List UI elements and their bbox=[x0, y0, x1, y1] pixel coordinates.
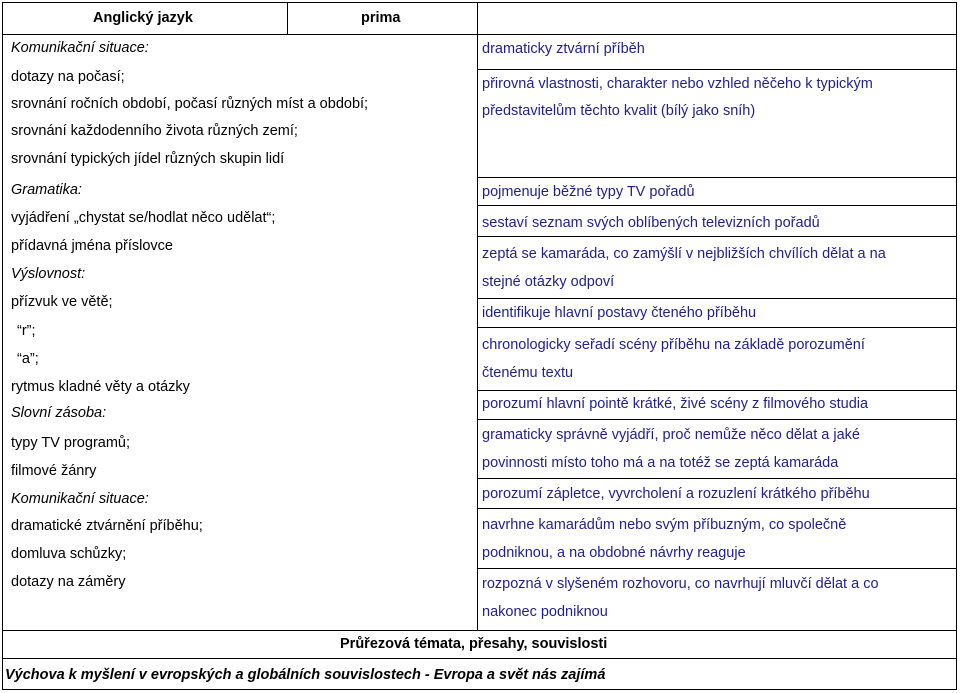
subject-title: Anglický jazyk bbox=[93, 10, 193, 26]
left-line: vyjádření „chystat se/hodlat něco udělat“; bbox=[11, 210, 276, 226]
left-line: filmové žánry bbox=[11, 463, 97, 479]
left-line: dramatické ztvárnění příběhu; bbox=[11, 518, 203, 534]
footer-theme-cell bbox=[2, 658, 957, 690]
left-line: přídavná jména příslovce bbox=[11, 238, 173, 254]
left-line: domluva schůzky; bbox=[11, 546, 127, 562]
right-line: gramaticky správně vyjádří, proč nemůže něco dělat a jaké bbox=[482, 427, 860, 443]
right-line: pojmenuje běžné typy TV pořadů bbox=[482, 184, 695, 200]
left-content-cell bbox=[2, 34, 478, 631]
left-line: přízvuk ve větě; bbox=[11, 294, 113, 310]
right-line: čtenému textu bbox=[482, 365, 574, 381]
heading-slovni-zasoba: Slovní zásoba: bbox=[11, 405, 107, 421]
left-line: srovnání ročních období, počasí různých míst a období; bbox=[11, 96, 369, 112]
right-line: povinnosti místo toho má a na totéž se zeptá kamaráda bbox=[482, 455, 839, 471]
crosscutting-title: Průřezová témata, přesahy, souvislosti bbox=[340, 636, 608, 652]
left-line: rytmus kladné věty a otázky bbox=[11, 379, 190, 395]
header-empty-cell bbox=[477, 2, 957, 35]
left-line: srovnání typických jídel různých skupin lidí bbox=[11, 151, 285, 167]
right-line: stejné otázky odpoví bbox=[482, 274, 615, 290]
right-line: přirovná vlastnosti, charakter nebo vzhled něčeho k typickým bbox=[482, 76, 873, 92]
right-line: sestaví seznam svých oblíbených televizních pořadů bbox=[482, 215, 820, 231]
right-line: představitelům těchto kvalit (bílý jako sníh) bbox=[482, 103, 756, 119]
left-line: dotazy na počasí; bbox=[11, 69, 125, 85]
right-line: identifikuje hlavní postavy čteného příběhu bbox=[482, 305, 757, 321]
footer-title-cell bbox=[2, 630, 957, 659]
right-line: rozpozná v slyšeném rozhovoru, co navrhují mluvčí dělat a co bbox=[482, 576, 879, 592]
right-content-cell bbox=[477, 34, 957, 631]
right-line: zeptá se kamaráda, co zamýšlí v nejbližších chvílích dělat a na bbox=[482, 246, 886, 262]
left-line: typy TV programů; bbox=[11, 435, 131, 451]
crosscutting-theme: Výchova k myšlení v evropských a globálních souvislostech - Evropa a svět nás zajímá bbox=[5, 667, 606, 683]
right-line: navrhne kamarádům nebo svým příbuzným, co společně bbox=[482, 517, 847, 533]
left-line: dotazy na záměry bbox=[11, 574, 126, 590]
right-line: porozumí zápletce, vyvrcholení a rozuzlení krátkého příběhu bbox=[482, 486, 870, 502]
heading-komunikacni-situace-2: Komunikační situace: bbox=[11, 491, 149, 507]
heading-komunikacni-situace: Komunikační situace: bbox=[11, 40, 149, 56]
grade-title: prima bbox=[361, 10, 401, 26]
left-line: “a”; bbox=[17, 351, 39, 367]
header-grade-cell bbox=[287, 2, 478, 35]
right-line: nakonec podniknou bbox=[482, 604, 608, 620]
header-subject-cell bbox=[2, 2, 288, 35]
left-line: srovnání každodenního života různých zemí; bbox=[11, 123, 298, 139]
heading-vyslovnost: Výslovnost: bbox=[11, 266, 86, 282]
heading-gramatika: Gramatika: bbox=[11, 182, 82, 198]
right-line: chronologicky seřadí scény příběhu na základě porozumění bbox=[482, 337, 865, 353]
right-line: dramaticky ztvární příběh bbox=[482, 41, 645, 57]
right-line: podniknou, a na obdobné návrhy reaguje bbox=[482, 545, 746, 561]
right-line: porozumí hlavní pointě krátké, živé scény z filmového studia bbox=[482, 396, 869, 412]
left-line: “r”; bbox=[17, 323, 36, 339]
